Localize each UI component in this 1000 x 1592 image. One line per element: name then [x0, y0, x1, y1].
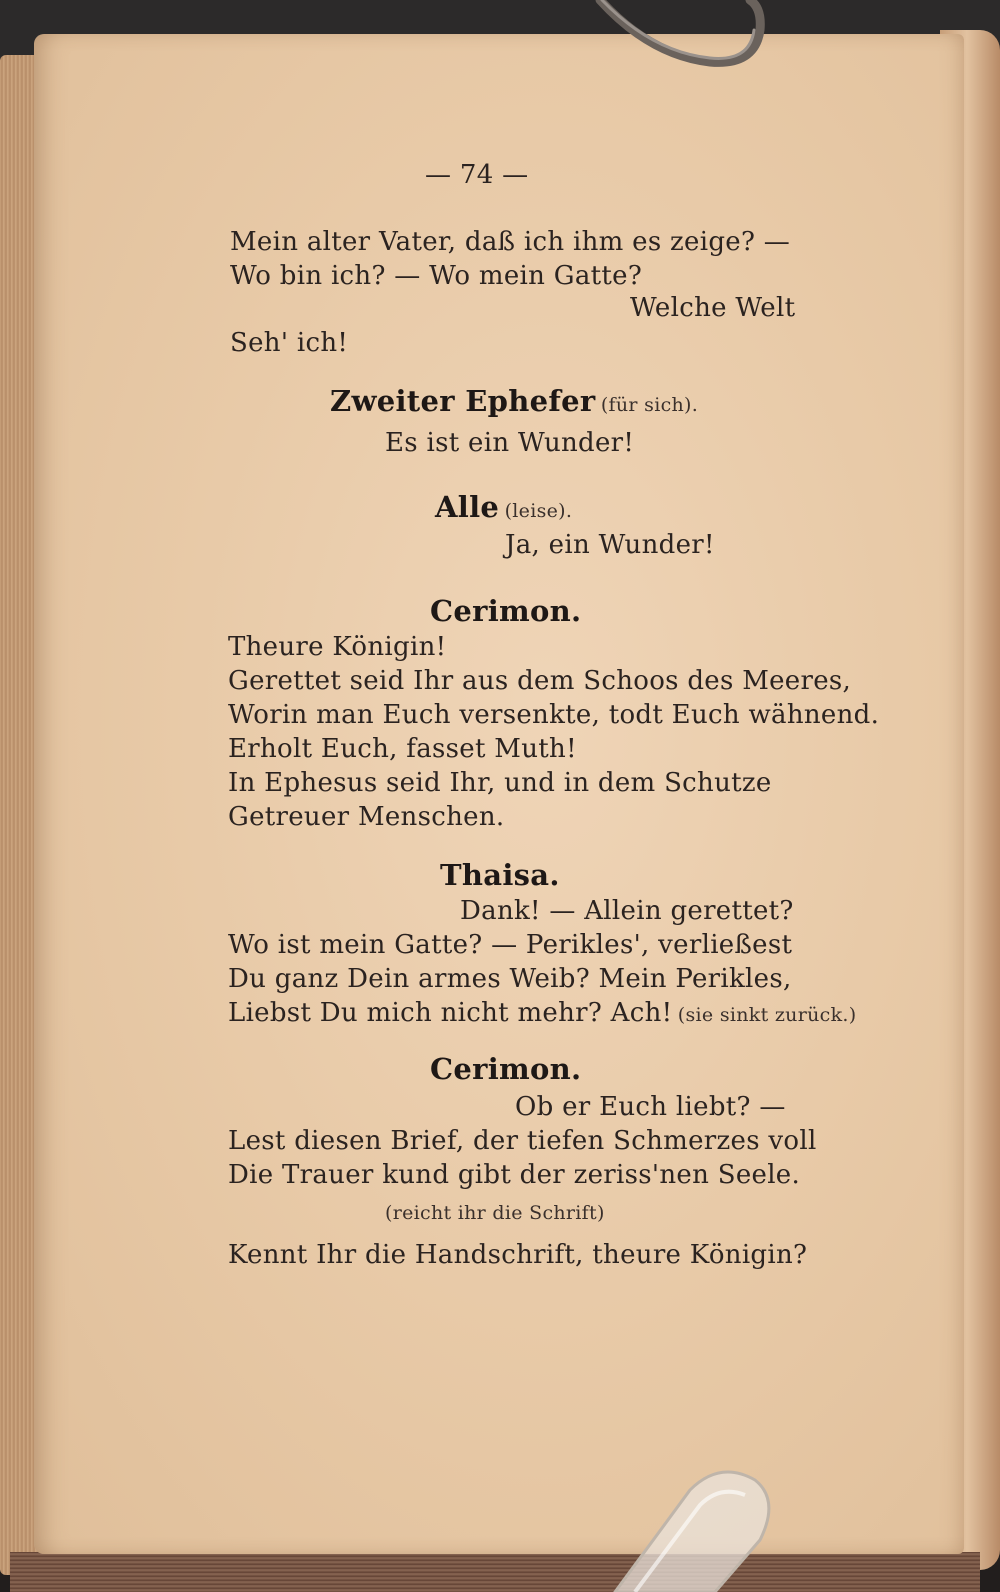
verse-line: Dank! — Allein gerettet? — [460, 896, 794, 926]
verse-line: Wo bin ich? — Wo mein Gatte? — [230, 261, 643, 291]
stage-direction: (leise). — [504, 500, 573, 522]
speaker-heading — [330, 384, 698, 418]
page-edges-bottom — [10, 1552, 980, 1592]
verse-line: Seh' ich! — [230, 328, 349, 358]
stage-direction: (reicht ihr die Schrift) — [385, 1202, 605, 1224]
verse-line: Lest diesen Brief, der tiefen Schmerzes voll — [228, 1126, 817, 1156]
verse-line: Kennt Ihr die Handschrift, theure Königin? — [228, 1240, 808, 1270]
page-clip-bottom — [595, 1470, 795, 1592]
verse-line: Die Trauer kund gibt der zeriss'nen Seele. — [228, 1160, 801, 1190]
speaker-name: Alle — [435, 490, 500, 524]
stage-direction: (für sich). — [600, 394, 699, 416]
page-number: — 74 — — [425, 160, 529, 190]
verse-line: Ja, ein Wunder! — [505, 530, 715, 560]
verse-line: Erholt Euch, fasset Muth! — [228, 734, 577, 764]
verse-line: Wo ist mein Gatte? — Perikles', verließest — [228, 930, 793, 960]
verse-line: In Ephesus seid Ihr, und in dem Schutze — [228, 768, 772, 798]
verse-line: Getreuer Menschen. — [228, 802, 505, 832]
verse-line: Gerettet seid Ihr aus dem Schoos des Meeres, — [228, 666, 852, 696]
stage-direction: (sie sinkt zurück.) — [677, 1004, 857, 1026]
verse-line: Welche Welt — [630, 293, 796, 323]
verse-line: Ob er Euch liebt? — — [515, 1092, 786, 1122]
speaker-name: Cerimon. — [430, 594, 582, 628]
verse-line: Worin man Euch versenkte, todt Euch wähnend. — [228, 700, 880, 730]
verse-line: Du ganz Dein armes Weib? Mein Perikles, — [228, 964, 792, 994]
page-clip-top — [590, 0, 770, 80]
verse-text: Liebst Du mich nicht mehr? Ach! — [228, 998, 673, 1028]
verse-line-with-stage — [228, 998, 856, 1028]
speaker-name: Thaisa. — [440, 858, 560, 892]
verse-line: Mein alter Vater, daß ich ihm es zeige? — — [230, 227, 791, 257]
speaker-name: Cerimon. — [430, 1052, 582, 1086]
speaker-name: Zweiter Ephefer — [330, 384, 596, 418]
verse-line: Theure Königin! — [228, 632, 447, 662]
verse-line: Es ist ein Wunder! — [385, 428, 635, 458]
speaker-heading — [435, 490, 572, 524]
